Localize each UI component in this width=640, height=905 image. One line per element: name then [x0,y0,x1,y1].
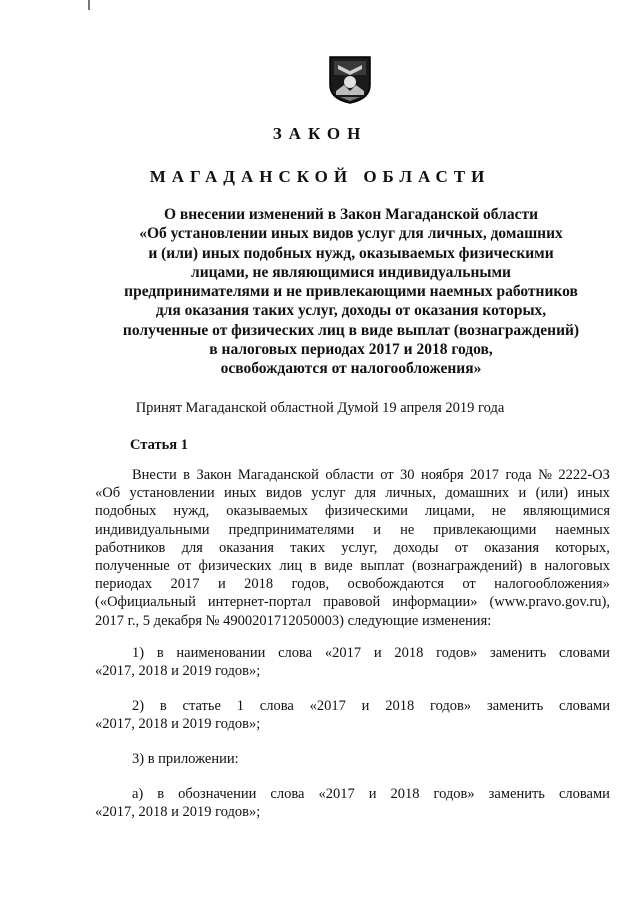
paragraph-line: индивидуальными предпринимателями и не привлекающими наемных [95,521,610,538]
article-heading: Статья 1 [130,437,188,453]
subject-line: и (или) иных подобных нужд, оказываемых физическими [148,244,554,262]
paragraph-line: а) в обозначении слова «2017 и 2018 годов» заменить словами [132,786,610,802]
paragraph-line: «2017, 2018 и 2019 годов»; [95,663,261,680]
regional-coat-of-arms-icon [328,55,372,105]
adoption-statement: Принят Магаданской областной Думой 19 апреля 2019 года [135,400,505,416]
paragraph-line: полученные от физических лиц в виде выплат (вознаграждений) в налоговых [95,558,610,575]
paragraph-line: периодах 2017 и 2018 годов, освобождаются от налогообложения» [95,576,610,593]
paragraph-line: 1) в наименовании слова «2017 и 2018 годов» заменить словами [132,645,610,661]
paragraph-line: Внести в Закон Магаданской области от 30 ноября 2017 года № 2222-ОЗ [132,467,610,483]
amendment-item-1 [95,644,610,680]
subject-line: для оказания таких услуг, доходы от оказания которых, [155,302,547,320]
subject-line: О внесении изменений в Закон Магаданской области [163,206,539,223]
subject-line: полученные от физических лиц в виде выплат (вознаграждений) [122,321,580,339]
scan-artifact [88,0,90,10]
paragraph-line: «Об установлении иных видов услуг для личных, домашних и (или) иных [95,485,610,502]
issuing-region-title: МАГАДАНСКОЙ ОБЛАСТИ [149,167,491,186]
subject-line: в налоговых периодах 2017 и 2018 годов, [209,341,493,359]
paragraph-line: работников для оказания таких услуг, доходы от оказания которых, [95,539,610,556]
paragraph-line: 3) в приложении: [132,751,239,767]
amendment-item-2 [95,697,610,733]
subject-line: лицами, не являющимися индивидуальными [191,263,511,281]
paragraph-line: («Официальный интернет-портал правовой информации» (www.pravo.gov.ru), [95,594,610,611]
document-type-title: ЗАКОН [272,124,368,143]
paragraph-line: «2017, 2018 и 2019 годов»; [95,804,261,821]
paragraph-line: «2017, 2018 и 2019 годов»; [95,716,261,733]
amendment-item-3 [95,750,610,768]
subject-line: предпринимателями и не привлекающими наемных работников [124,283,578,301]
law-subject [92,205,610,379]
article-intro-paragraph [95,466,610,630]
paragraph-line: подобных нужд, оказываемых физическими лицами, не являющимися [95,503,610,520]
subject-line: освобождаются от налогообложения» [220,360,482,378]
paragraph-line: 2) в статье 1 слова «2017 и 2018 годов» заменить словами [132,698,610,714]
subject-line: «Об установлении иных видов услуг для личных, домашних [139,225,563,243]
paragraph-line: 2017 г., 5 декабря № 4900201712050003) следующие изменения: [95,612,492,629]
amendment-item-3a [95,785,610,821]
